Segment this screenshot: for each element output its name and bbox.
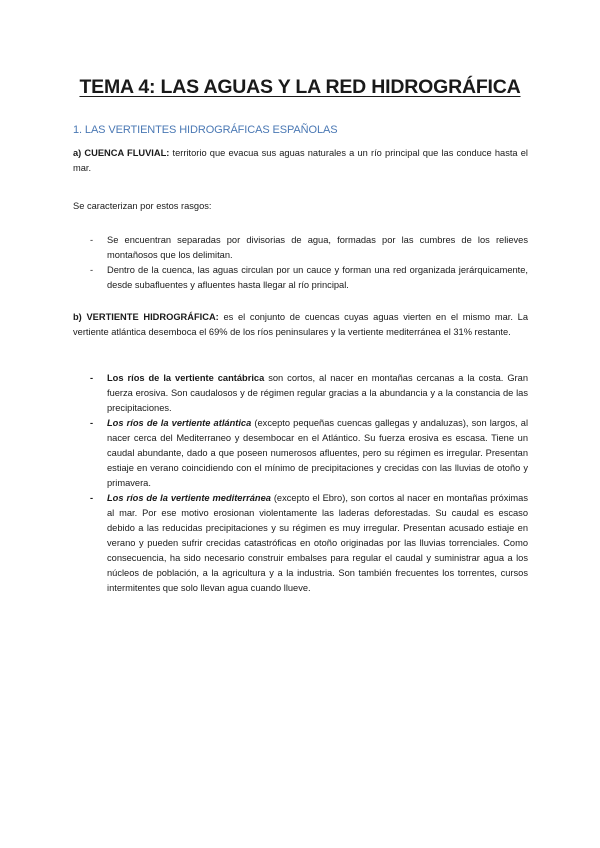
vertiente-paragraph [73,310,528,340]
vertiente-mediterranea-lead: Los ríos de la vertiente mediterránea [107,493,271,503]
dash-marker: - [90,418,94,428]
rasgo-text: Dentro de la cuenca, las aguas circulan por un cauce y forman una red organizada jerárquicamente, desde subafluentes y afluentes hasta llegar al río principal. [107,265,528,290]
list-item [73,416,528,491]
section-heading: 1. LAS VERTIENTES HIDROGRÁFICAS ESPAÑOLAS [73,124,338,136]
dash-marker: - [90,373,94,383]
list-item [73,233,528,263]
vertiente-mediterranea-text: , son cortos al nacer en montañas próximas al mar. Por ese motivo erosionan violentamente las laderas deforestadas. Su caudal es escaso debido a las reducidas precipitaciones y su régimen es muy irregular. Presentan acusado estiaje en verano y pueden sufrir crecidas catastróficas en otoño originadas por las lluvias torrenciales. Como consecuencia, ha sido necesario construir embalses para regular el caudal y suministrar agua a los núcleos de población, a la agricultura y a la industria. Son también frecuentes los torrentes, cursos intermitentes que solo llevan agua cuando llueve. [107,493,528,593]
vertientes-list [73,371,528,596]
dash-marker: - [90,493,94,503]
dash-marker: - [90,265,94,275]
cuenca-term: a) CUENCA FLUVIAL: [73,148,170,158]
page-title: TEMA 4: LAS AGUAS Y LA RED HIDROGRÁFICA [79,76,521,98]
vertiente-term: b) VERTIENTE HIDROGRÁFICA: [73,312,219,322]
cuenca-paragraph [73,146,528,176]
dash-marker: - [90,235,94,245]
rasgo-text: Se encuentran separadas por divisorias de agua, formadas por las cumbres de los relieves montañosos que los delimitan. [107,235,528,260]
vertiente-cantabrica-lead: Los ríos de la vertiente cantábrica [107,373,265,383]
vertiente-mediterranea-aside: (excepto el Ebro) [270,493,346,503]
vertiente-definition: es el conjunto de cuencas cuyas aguas vierten en el mismo mar. La vertiente atlántica desemboca el 69% de los ríos peninsulares y la vertiente mediterránea el 31% restante. [73,312,528,337]
list-item [73,491,528,596]
list-item [73,263,528,293]
list-item [73,371,528,416]
vertiente-cantabrica-text: son cortos, al nacer en montañas cercanas a la costa. Gran fuerza erosiva. Son caudalosos y de régimen regular gracias a la abundancia y a la constancia de las precipitaciones. [107,373,528,413]
rasgos-intro: Se caracterizan por estos rasgos: [73,201,212,211]
vertiente-atlantica-lead: Los ríos de la vertiente atlántica [107,418,252,428]
cuenca-definition: territorio que evacua sus aguas naturales a un río principal que las conduce hasta el mar. [73,148,528,173]
vertiente-atlantica-aside: (excepto pequeñas cuencas gallegas y andaluzas) [251,418,466,428]
rasgos-list [73,233,528,293]
vertiente-atlantica-text: , son largos, al nacer cerca del Mediterraneo y desembocar en el Atlántico. Su fuerza erosiva es escasa. Tiene un caudal abundante, dado a que poseen numerosos afluentes, pero su régimen es irregular. Presentan estiaje en verano coincidiendo con el mínimo de precipitaciones y crecidas con las lluvias de otoño y primavera. [107,418,529,488]
